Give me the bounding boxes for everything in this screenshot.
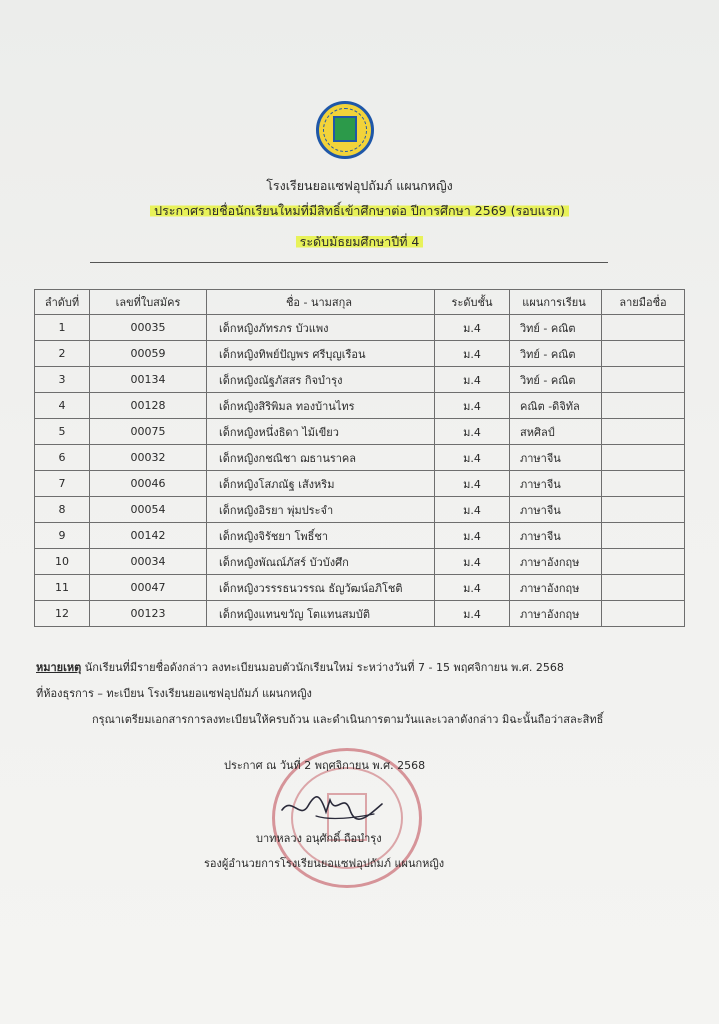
cell-no: 6 <box>35 445 90 471</box>
cell-grade: ม.4 <box>435 419 510 445</box>
cell-grade: ม.4 <box>435 497 510 523</box>
cell-signature <box>602 497 685 523</box>
table-row <box>35 367 685 393</box>
cell-signature <box>602 419 685 445</box>
announcement-title <box>0 201 719 221</box>
table-row <box>35 315 685 341</box>
table-row <box>35 523 685 549</box>
header-grade: ระดับชั้น <box>435 290 510 315</box>
note-line-2: ที่ห้องธุรการ – ทะเบียน โรงเรียนยอแซฟอุปถัมภ์ แผนกหญิง <box>36 687 312 700</box>
school-name: โรงเรียนยอแซฟอุปถัมภ์ แผนกหญิง <box>266 178 453 193</box>
student-list-table <box>34 289 685 627</box>
cell-name: เด็กหญิงภัทรภร บัวแพง <box>207 315 435 341</box>
header-signature: ลายมือชื่อ <box>602 290 685 315</box>
school-logo-icon <box>316 101 374 159</box>
table-row <box>35 575 685 601</box>
handwritten-signature-icon <box>278 786 388 826</box>
cell-no: 8 <box>35 497 90 523</box>
cell-application-no: 00075 <box>90 419 207 445</box>
grade-level-text: ระดับมัธยมศึกษาปีที่ 4 <box>296 234 424 249</box>
table-row <box>35 471 685 497</box>
header-application-no: เลขที่ใบสมัคร <box>90 290 207 315</box>
cell-application-no: 00142 <box>90 523 207 549</box>
cell-grade: ม.4 <box>435 471 510 497</box>
cell-no: 9 <box>35 523 90 549</box>
cell-no: 3 <box>35 367 90 393</box>
cell-no: 10 <box>35 549 90 575</box>
cell-name: เด็กหญิงวรรรธนวรรณ ธัญวัฒน์อภิโชติ <box>207 575 435 601</box>
announcement-date: ประกาศ ณ วันที่ 2 พฤศจิกายน พ.ศ. 2568 <box>224 759 426 772</box>
signer-name: บาทหลวง อนุศักดิ์ ถือบำรุง <box>256 832 382 845</box>
cell-program: วิทย์ - คณิต <box>510 367 602 393</box>
cell-grade: ม.4 <box>435 393 510 419</box>
cell-no: 5 <box>35 419 90 445</box>
cell-grade: ม.4 <box>435 445 510 471</box>
logo-emblem <box>333 116 357 142</box>
table-header-row <box>35 290 685 315</box>
cell-grade: ม.4 <box>435 575 510 601</box>
header-program: แผนการเรียน <box>510 290 602 315</box>
cell-grade: ม.4 <box>435 315 510 341</box>
cell-application-no: 00059 <box>90 341 207 367</box>
table-row <box>35 601 685 627</box>
cell-application-no: 00134 <box>90 367 207 393</box>
table-row <box>35 549 685 575</box>
cell-program: ภาษาอังกฤษ <box>510 601 602 627</box>
cell-name: เด็กหญิงพัณณ์ภัสร์ บัวบังศึก <box>207 549 435 575</box>
header-name: ชื่อ - นามสกุล <box>207 290 435 315</box>
cell-signature <box>602 341 685 367</box>
table-row <box>35 419 685 445</box>
cell-program: วิทย์ - คณิต <box>510 315 602 341</box>
cell-program: ภาษาอังกฤษ <box>510 575 602 601</box>
cell-name: เด็กหญิงสิริพิมล ทองบ้านไทร <box>207 393 435 419</box>
cell-program: ภาษาจีน <box>510 445 602 471</box>
cell-no: 7 <box>35 471 90 497</box>
cell-application-no: 00054 <box>90 497 207 523</box>
announcement-text: ประกาศรายชื่อนักเรียนใหม่ที่มีสิทธิ์เข้าศึกษาต่อ ปีการศึกษา 2569 (รอบแรก) <box>150 203 569 218</box>
note-text-1: นักเรียนที่มีรายชื่อดังกล่าว ลงทะเบียนมอบตัวนักเรียนใหม่ ระหว่างวันที่ 7 - 15 พฤศจิกายน พ.ศ. 2568 <box>81 661 564 674</box>
divider-line <box>90 262 608 263</box>
cell-signature <box>602 575 685 601</box>
cell-name: เด็กหญิงแทนขวัญ โตแทนสมบัติ <box>207 601 435 627</box>
cell-grade: ม.4 <box>435 367 510 393</box>
cell-no: 11 <box>35 575 90 601</box>
cell-application-no: 00128 <box>90 393 207 419</box>
cell-name: เด็กหญิงหนึ่งธิดา ไม้เขียว <box>207 419 435 445</box>
cell-signature <box>602 471 685 497</box>
cell-program: ภาษาอังกฤษ <box>510 549 602 575</box>
cell-signature <box>602 549 685 575</box>
header-no: ลำดับที่ <box>35 290 90 315</box>
cell-application-no: 00123 <box>90 601 207 627</box>
cell-application-no: 00046 <box>90 471 207 497</box>
note-line-3: กรุณาเตรียมเอกสารการลงทะเบียนให้ครบถ้วน และดำเนินการตามวันและเวลาดังกล่าว มิฉะนั้นถือว่าสละสิทธิ์ <box>92 713 604 726</box>
cell-grade: ม.4 <box>435 549 510 575</box>
cell-program: คณิต -ดิจิทัล <box>510 393 602 419</box>
cell-grade: ม.4 <box>435 601 510 627</box>
cell-no: 12 <box>35 601 90 627</box>
cell-name: เด็กหญิงณัฐภัสสร กิจบำรุง <box>207 367 435 393</box>
cell-name: เด็กหญิงจิรัชยา โพธิ์ชา <box>207 523 435 549</box>
cell-program: สหศิลป์ <box>510 419 602 445</box>
table-row <box>35 393 685 419</box>
table-row <box>35 445 685 471</box>
cell-application-no: 00032 <box>90 445 207 471</box>
cell-signature <box>602 523 685 549</box>
table-row <box>35 341 685 367</box>
cell-program: ภาษาจีน <box>510 523 602 549</box>
cell-signature <box>602 315 685 341</box>
cell-no: 4 <box>35 393 90 419</box>
grade-level-title <box>0 232 719 252</box>
note-line-1 <box>36 658 564 676</box>
cell-application-no: 00035 <box>90 315 207 341</box>
cell-application-no: 00047 <box>90 575 207 601</box>
cell-no: 2 <box>35 341 90 367</box>
cell-signature <box>602 393 685 419</box>
cell-program: วิทย์ - คณิต <box>510 341 602 367</box>
note-label: หมายเหตุ <box>36 661 82 674</box>
table-row <box>35 497 685 523</box>
cell-program: ภาษาจีน <box>510 497 602 523</box>
signer-title: รองผู้อำนวยการโรงเรียนยอแซฟอุปถัมภ์ แผนกหญิง <box>204 857 445 870</box>
cell-no: 1 <box>35 315 90 341</box>
cell-grade: ม.4 <box>435 523 510 549</box>
cell-program: ภาษาจีน <box>510 471 602 497</box>
cell-grade: ม.4 <box>435 341 510 367</box>
cell-signature <box>602 445 685 471</box>
cell-name: เด็กหญิงอิรยา พุ่มประจำ <box>207 497 435 523</box>
cell-name: เด็กหญิงโสภณัฐ เสังหริม <box>207 471 435 497</box>
cell-signature <box>602 367 685 393</box>
cell-signature <box>602 601 685 627</box>
cell-application-no: 00034 <box>90 549 207 575</box>
cell-name: เด็กหญิงกชณิชา ฌธานราคล <box>207 445 435 471</box>
cell-name: เด็กหญิงทิพย์ปัญพร ศรีบุญเรือน <box>207 341 435 367</box>
